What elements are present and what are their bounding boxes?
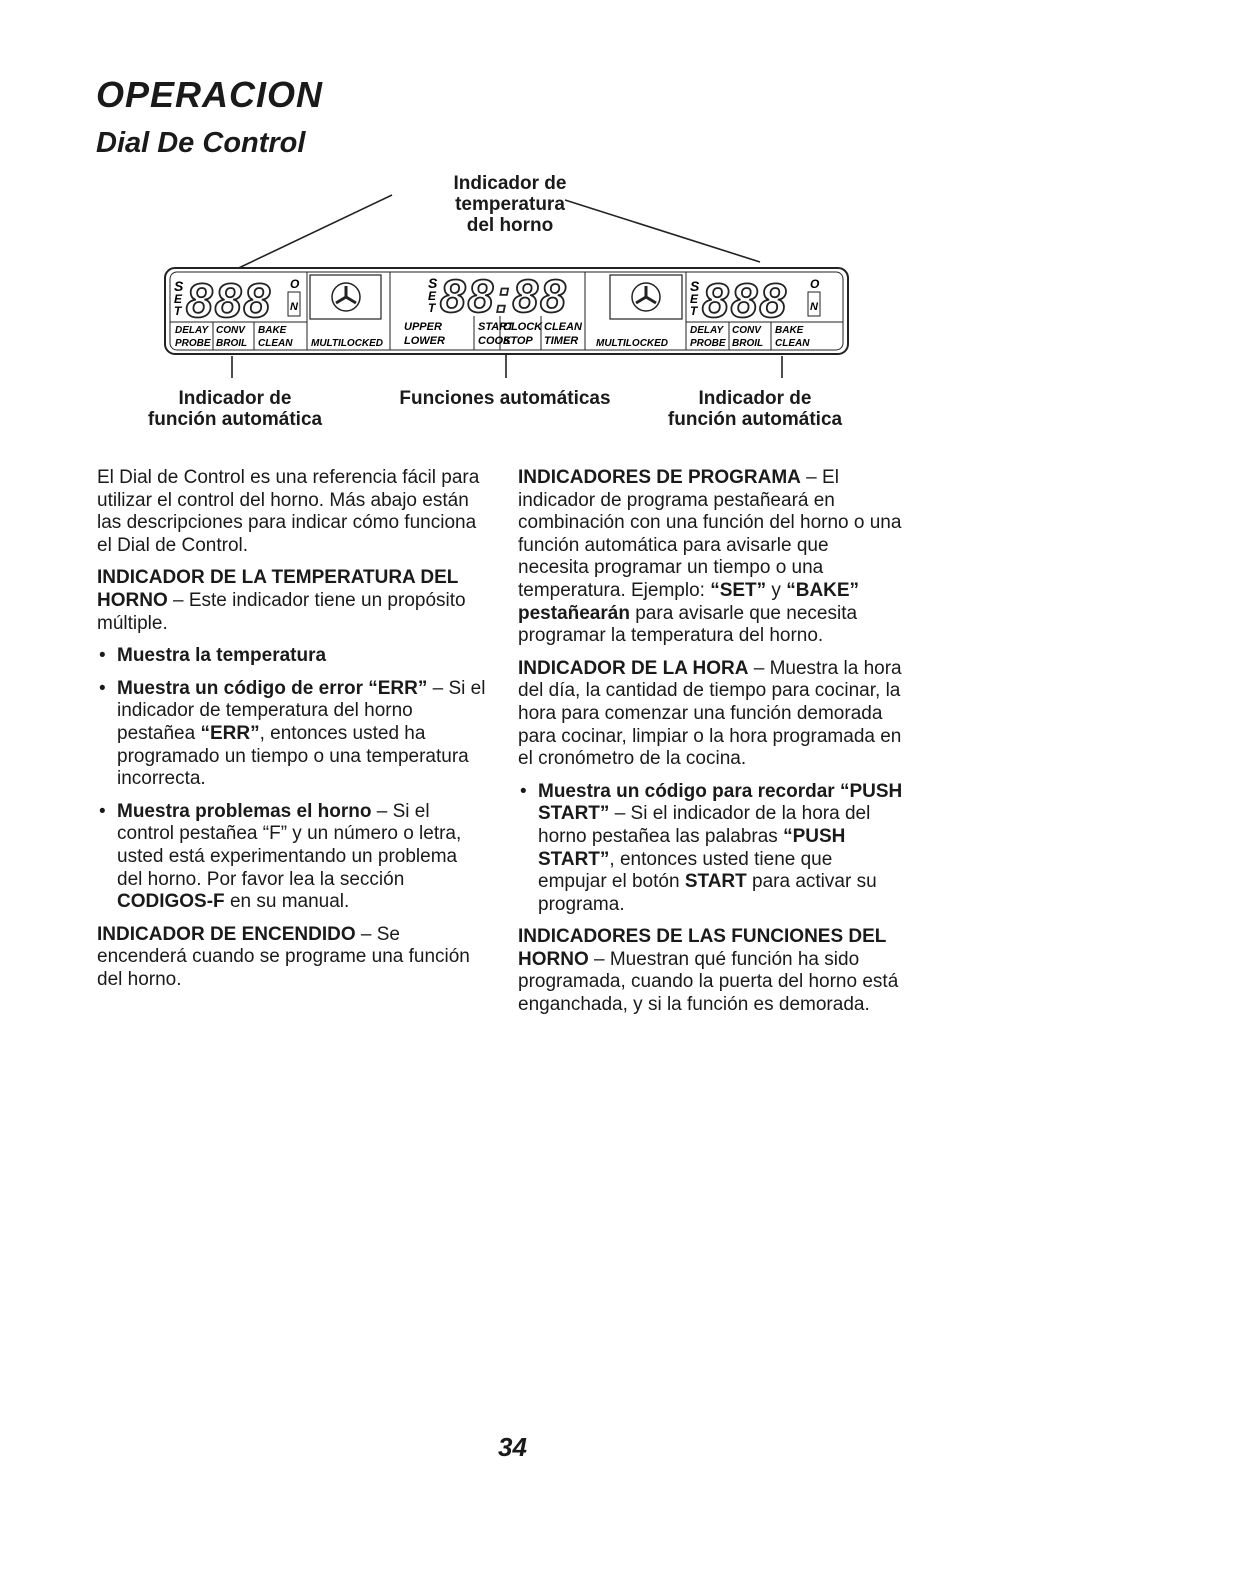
label-multilocked-right: MULTILOCKED [596, 338, 669, 349]
hour-indicator-list [518, 781, 903, 917]
list-item: • Muestra un código de error “ERR” – Si el indicador de temperatura del horno pestañea “ERR”, entonces usted ha programado un tiempo o una temperatura incorrecta. [97, 678, 487, 791]
page-number: 34 [498, 1432, 527, 1462]
set-indicator-center-e: E [428, 289, 437, 303]
hour-indicator-paragraph: INDICADOR DE LA HORA – Muestra la hora del día, la cantidad de tiempo para cocinar, la hora para comenzar una función demorada para cocinar, limpiar o la hora programada en el cronómetro de la cocina. [518, 657, 902, 770]
label-probe-left: PROBE [175, 338, 211, 349]
on-indicator-left-n: N [290, 301, 298, 313]
right-display-digits: 888 [702, 275, 789, 328]
label-start: START [478, 321, 514, 333]
label-multilocked-left: MULTILOCKED [311, 338, 384, 349]
section-subtitle: Dial De Control [96, 127, 306, 159]
caption-auto-function-right: Indicador de función automática [667, 388, 843, 430]
temp-indicator-paragraph: INDICADOR DE LA TEMPERATURA DEL HORNO – Este indicador tiene un propósito múltiple. [97, 567, 466, 634]
set-indicator-right-e: E [690, 292, 699, 306]
temp-indicator-list [97, 645, 487, 914]
function-indicator-paragraph: INDICADORES DE LAS FUNCIONES DEL HORNO – Muestran qué función ha sido programada, cuando la puerta del horno está enganchada, y si la función es demorada. [518, 926, 899, 1016]
label-broil-right: BROIL [732, 338, 764, 349]
label-bake-left: BAKE [258, 325, 287, 336]
center-display-group [404, 270, 583, 350]
list-item: • Muestra problemas el horno – Si el control pestañea “F” y un número o letra, usted está experimentando un problema del horno. Por favor lea la sección CODIGOS-F en su manual. [97, 801, 487, 914]
label-bake-right: BAKE [775, 325, 804, 336]
list-item: • Muestra un código para recordar “PUSH START” – Si el indicador de la hora del horno pestañea las palabras “PUSH START”, entonces usted tiene que empujar el botón START para activar su programa. [518, 781, 903, 917]
program-indicator-paragraph: INDICADORES DE PROGRAMA – El indicador de programa pestañeará en combinación con una función del horno o una función automática para avisarle que necesita programar un tiempo o una temperatura. Ejemplo: “SET” y “BAKE” pestañearán para avisarle que necesita programar la temperatura del horno. [518, 467, 902, 647]
set-indicator-center-t: T [428, 301, 436, 315]
oven-temperature-digits: 888 [186, 275, 273, 328]
clock-digits: 88:88 [440, 270, 568, 322]
set-indicator-left-t: T [174, 304, 182, 318]
section-title: OPERACION [96, 74, 324, 115]
set-indicator-right-s: S [690, 278, 700, 294]
left-column [97, 467, 487, 1001]
label-delay-right: DELAY [690, 325, 724, 336]
label-clock: CLOCK [503, 321, 543, 333]
set-indicator-left-e: E [174, 292, 183, 306]
power-indicator-paragraph: INDICADOR DE ENCENDIDO – Se encenderá cuando se programe una función del horno. [97, 923, 470, 990]
set-indicator-center-s: S [428, 275, 438, 291]
caption-oven-temperature: Indicador de temperatura del horno [453, 173, 567, 236]
label-lower: LOWER [404, 335, 445, 347]
label-broil-left: BROIL [216, 338, 248, 349]
label-timer: TIMER [544, 335, 579, 347]
leader-line-top-left [226, 195, 392, 274]
on-indicator-left-o: O [290, 277, 300, 291]
label-clean-left: CLEAN [258, 338, 293, 349]
label-probe-right: PROBE [690, 338, 726, 349]
caption-auto-function-left: Indicador de función automática [147, 388, 323, 430]
label-upper: UPPER [404, 321, 442, 333]
label-stop: STOP [503, 335, 533, 347]
label-conv-left: CONV [216, 325, 245, 336]
label-clean-center: CLEAN [544, 321, 582, 333]
set-indicator-right-t: T [690, 304, 698, 318]
right-column [518, 467, 903, 1027]
label-delay-left: DELAY [175, 325, 209, 336]
intro-paragraph: El Dial de Control es una referencia fácil para utilizar el control del horno. Más abajo están las descripciones para indicar cómo funciona el Dial de Control. [97, 467, 480, 556]
list-item: • Muestra la temperatura [97, 645, 487, 668]
set-indicator-left-s: S [174, 278, 184, 294]
caption-auto-functions: Funciones automáticas [399, 388, 611, 409]
on-indicator-right-n: N [810, 301, 818, 313]
label-conv-right: CONV [732, 325, 761, 336]
on-indicator-right-o: O [810, 277, 820, 291]
label-clean-right: CLEAN [775, 338, 810, 349]
label-cook: COOK [478, 335, 511, 347]
